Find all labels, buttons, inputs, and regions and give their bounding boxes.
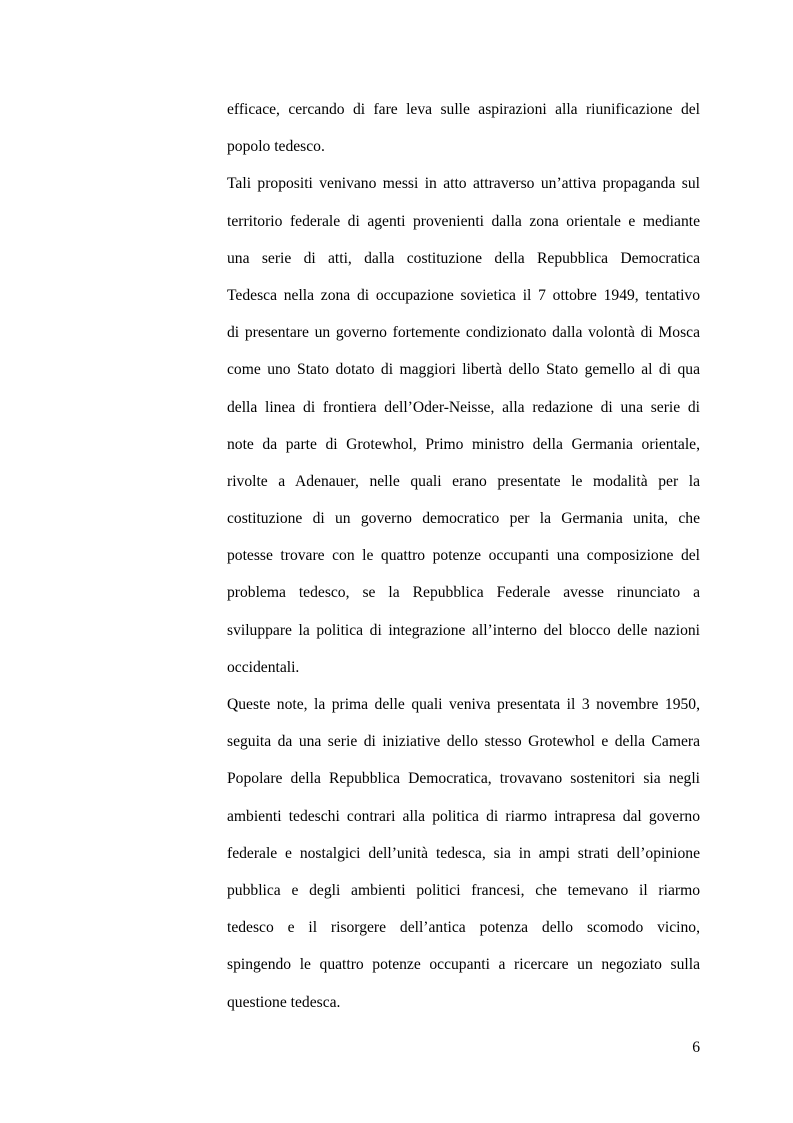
text-line: seguita da una serie di iniziative dello stesso Grotewhol e della Camera xyxy=(227,733,700,751)
text-line: federale e nostalgici dell’unità tedesca, sia in ampi strati dell’opinione xyxy=(227,844,700,862)
text-line: costituzione di un governo democratico per la Germania unita, che xyxy=(227,510,700,528)
text-line: occidentali. xyxy=(227,658,300,676)
text-line: della linea di frontiera dell’Oder-Neisse, alla redazione di una serie di xyxy=(227,398,700,416)
paragraph-2 xyxy=(227,165,700,686)
text-line: ambienti tedeschi contrari alla politica di riarmo intrapresa dal governo xyxy=(227,807,700,825)
text-line: tedesco e il risorgere dell’antica potenza dello scomodo vicino, xyxy=(227,919,700,937)
text-line: potesse trovare con le quattro potenze occupanti una composizione del xyxy=(227,547,700,565)
text-line: Popolare della Repubblica Democratica, trovavano sostenitori sia negli xyxy=(227,770,700,788)
text-line: una serie di atti, dalla costituzione della Repubblica Democratica xyxy=(227,249,700,267)
text-line: Tali propositi venivano messi in atto attraverso un’attiva propaganda sul xyxy=(227,175,700,193)
text-line: Tedesca nella zona di occupazione sovietica il 7 ottobre 1949, tentativo xyxy=(227,286,700,304)
text-line: pubblica e degli ambienti politici francesi, che temevano il riarmo xyxy=(227,881,700,899)
page-number: 6 xyxy=(692,1039,700,1056)
paragraph-1 xyxy=(227,91,700,165)
text-line: territorio federale di agenti provenienti dalla zona orientale e mediante xyxy=(227,212,700,230)
body-text xyxy=(227,91,700,1021)
paragraph-3 xyxy=(227,686,700,1021)
text-line: sviluppare la politica di integrazione all’interno del blocco delle nazioni xyxy=(227,621,700,639)
text-line: rivolte a Adenauer, nelle quali erano presentate le modalità per la xyxy=(227,472,700,490)
text-line: come uno Stato dotato di maggiori libertà dello Stato gemello al di qua xyxy=(227,361,700,379)
text-line: spingendo le quattro potenze occupanti a ricercare un negoziato sulla xyxy=(227,956,700,974)
text-line: note da parte di Grotewhol, Primo ministro della Germania orientale, xyxy=(227,435,700,453)
text-line: questione tedesca. xyxy=(227,993,341,1011)
text-line: di presentare un governo fortemente condizionato dalla volontà di Mosca xyxy=(227,324,700,342)
text-line: efficace, cercando di fare leva sulle aspirazioni alla riunificazione del xyxy=(227,101,700,118)
text-line: problema tedesco, se la Repubblica Federale avesse rinunciato a xyxy=(227,584,700,602)
text-line: Queste note, la prima delle quali veniva presentata il 3 novembre 1950, xyxy=(227,696,700,713)
text-line: popolo tedesco. xyxy=(227,138,325,156)
